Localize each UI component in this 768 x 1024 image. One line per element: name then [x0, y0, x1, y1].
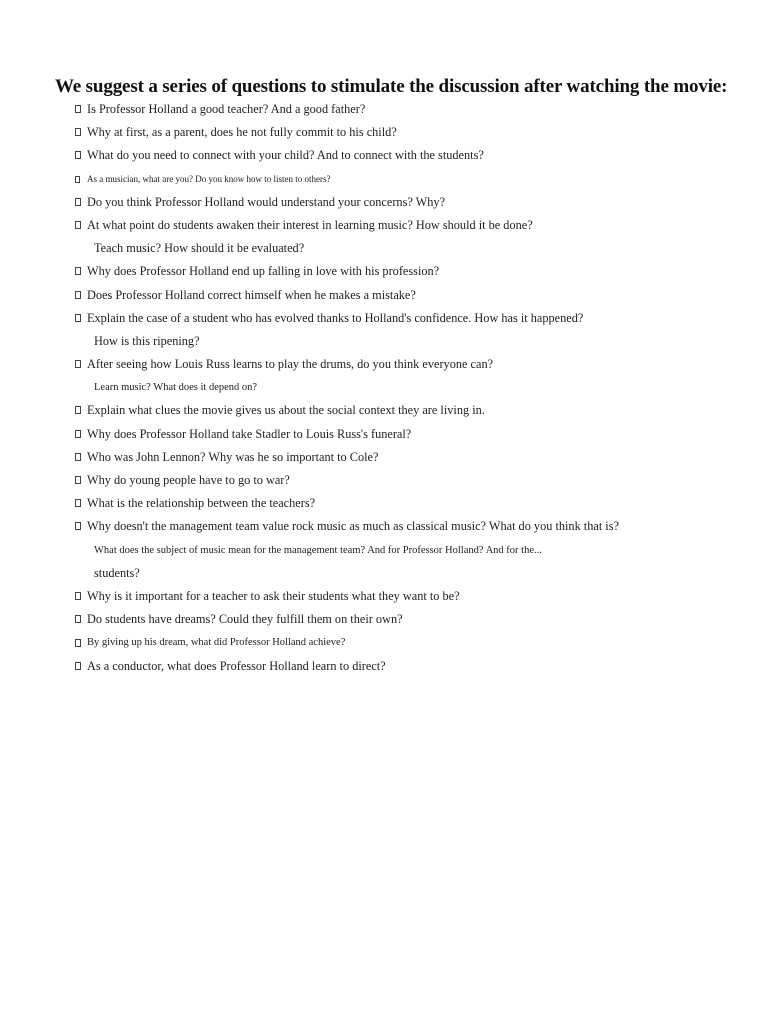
question-text: At what point do students awaken their interest in learning music? How should it be done?: [87, 217, 533, 232]
question-item: [0, 191, 768, 214]
question-text: By giving up his dream, what did Professor Holland achieve?: [87, 637, 346, 649]
checkbox-square-icon: [75, 453, 81, 461]
question-text: What does the subject of music mean for the management team? And for Professor Holland? And for the...: [94, 544, 542, 556]
question-item: [0, 655, 768, 678]
question-text: Why does Professor Holland end up falling in love with his profession?: [87, 264, 440, 279]
question-item: [0, 446, 768, 469]
checkbox-square-icon: [75, 430, 81, 438]
question-item: [0, 307, 768, 330]
question-continuation: [0, 539, 768, 562]
checkbox-square-icon: [75, 221, 81, 229]
checkbox-square-icon: [75, 176, 80, 183]
question-text: What is the relationship between the teachers?: [87, 496, 316, 511]
checkbox-square-icon: [75, 522, 81, 530]
question-continuation: [0, 330, 768, 353]
question-item: [0, 353, 768, 376]
checkbox-square-icon: [75, 314, 81, 322]
question-item: [0, 214, 768, 237]
question-text: What do you need to connect with your child? And to connect with the students?: [87, 148, 484, 163]
checkbox-square-icon: [75, 360, 81, 368]
question-text: Teach music? How should it be evaluated?: [94, 241, 305, 256]
question-item: [0, 260, 768, 283]
checkbox-square-icon: [75, 592, 81, 600]
question-text: Why does Professor Holland take Stadler to Louis Russ's funeral?: [87, 426, 412, 441]
question-text: Explain the case of a student who has evolved thanks to Holland's confidence. How has it happened?: [87, 310, 584, 325]
question-item: [0, 98, 768, 121]
question-text: Learn music? What does it depend on?: [94, 382, 258, 394]
checkbox-square-icon: [75, 267, 81, 275]
question-text: Who was John Lennon? Why was he so important to Cole?: [87, 449, 379, 464]
question-item: [0, 144, 768, 167]
question-text: Why is it important for a teacher to ask their students what they want to be?: [87, 588, 460, 603]
question-item: [0, 608, 768, 631]
checkbox-square-icon: [75, 499, 81, 507]
checkbox-square-icon: [75, 639, 81, 647]
checkbox-square-icon: [75, 151, 81, 159]
question-item: [0, 121, 768, 144]
question-text: Do you think Professor Holland would understand your concerns? Why?: [87, 194, 446, 209]
question-item: [0, 631, 768, 654]
checkbox-square-icon: [75, 198, 81, 206]
question-item: [0, 585, 768, 608]
question-item: [0, 284, 768, 307]
checkbox-square-icon: [75, 615, 81, 623]
question-text: Explain what clues the movie gives us about the social context they are living in.: [87, 403, 485, 418]
question-continuation: [0, 237, 768, 260]
question-item: [0, 492, 768, 515]
question-text: After seeing how Louis Russ learns to play the drums, do you think everyone can?: [87, 357, 494, 372]
checkbox-square-icon: [75, 662, 81, 670]
question-item: [0, 168, 768, 191]
question-item: [0, 399, 768, 422]
document-title: We suggest a series of questions to stimulate the discussion after watching the movie:: [55, 76, 728, 97]
checkbox-square-icon: [75, 476, 81, 484]
question-item: [0, 469, 768, 492]
question-text: Do students have dreams? Could they fulfill them on their own?: [87, 612, 403, 627]
question-item: [0, 515, 768, 538]
question-item: [0, 423, 768, 446]
question-text: Why at first, as a parent, does he not fully commit to his child?: [87, 125, 397, 140]
question-text: How is this ripening?: [94, 333, 200, 348]
question-text: Is Professor Holland a good teacher? And a good father?: [87, 102, 366, 116]
question-text: Why do young people have to go to war?: [87, 473, 290, 487]
question-text: Why doesn't the management team value rock music as much as classical music? What do you think that is?: [87, 519, 619, 534]
question-text: As a musician, what are you? Do you know how to listen to others?: [87, 173, 331, 184]
checkbox-square-icon: [75, 128, 81, 136]
question-list: [0, 98, 768, 678]
checkbox-square-icon: [75, 406, 81, 414]
question-continuation: [0, 562, 768, 585]
question-text: As a conductor, what does Professor Holland learn to direct?: [87, 658, 386, 673]
question-text: students?: [94, 565, 140, 580]
question-text: Does Professor Holland correct himself when he makes a mistake?: [87, 287, 416, 302]
checkbox-square-icon: [75, 105, 81, 113]
checkbox-square-icon: [75, 291, 81, 299]
question-continuation: [0, 376, 768, 399]
